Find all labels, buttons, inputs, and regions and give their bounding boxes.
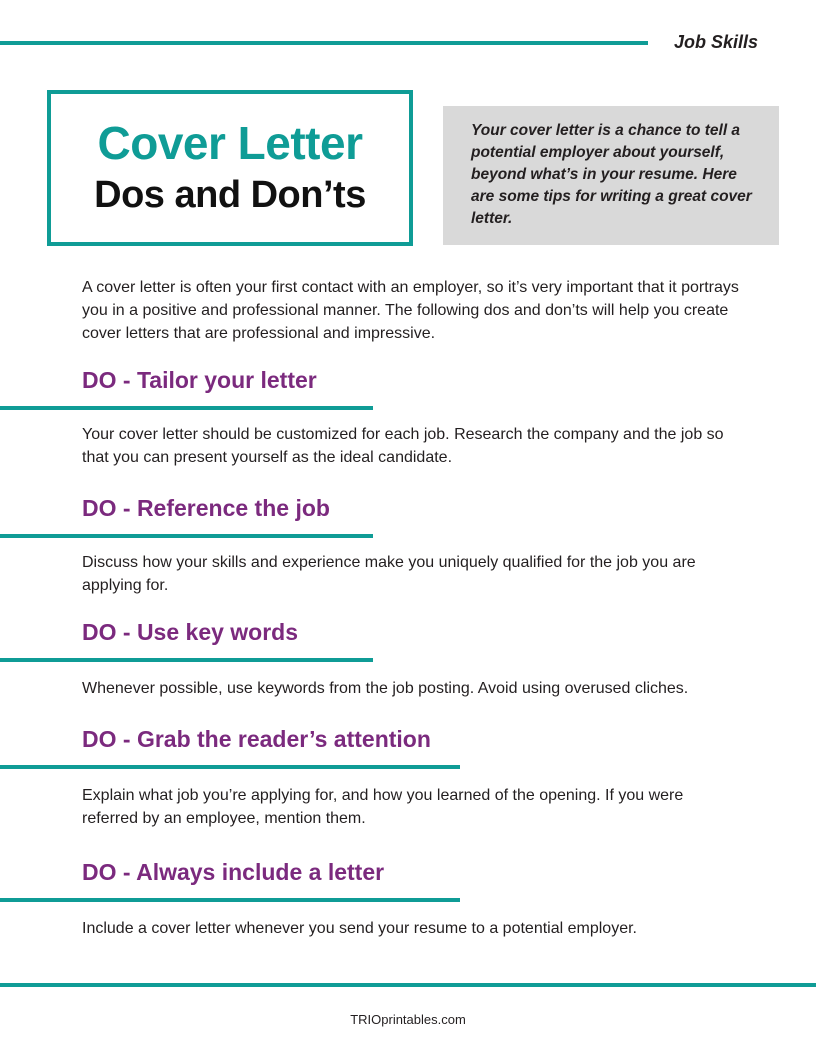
section-heading: DO - Tailor your letter	[82, 367, 317, 393]
section-heading: DO - Reference the job	[82, 495, 330, 521]
section-rule	[0, 898, 460, 902]
section-body: Discuss how your skills and experience make you uniquely qualified for the job you are applying for.	[82, 554, 696, 594]
section-heading: DO - Use key words	[82, 619, 299, 645]
section-body: Include a cover letter whenever you send your resume to a potential employer.	[82, 920, 637, 937]
page-subtitle: Dos and Don’ts	[94, 174, 366, 216]
section-heading: DO - Always include a letter	[82, 859, 385, 885]
section-rule	[0, 534, 373, 538]
section-rule	[0, 765, 460, 769]
section-rule	[0, 658, 373, 662]
section-rule	[0, 406, 373, 410]
section-body: Explain what job you’re applying for, and how you learned of the opening. If you were referred by an employee, mention them.	[82, 787, 684, 827]
page-title: Cover Letter	[97, 117, 363, 169]
section-heading: DO - Grab the reader’s attention	[82, 726, 431, 752]
category-label: Job Skills	[674, 32, 759, 52]
footer-rule	[0, 983, 816, 987]
section-body: Your cover letter should be customized for each job. Research the company and the job so that you can present yourself as the ideal candidate.	[82, 426, 724, 466]
lead-paragraph: A cover letter is often your first contact with an employer, so it’s very important that it portrays you in a positive and professional manner. The following dos and don’ts will help you create cover letters that are professional and impressive.	[82, 279, 739, 342]
title-box	[47, 90, 413, 246]
header-rule	[0, 41, 648, 45]
section-body: Whenever possible, use keywords from the job posting. Avoid using overused cliches.	[82, 680, 689, 697]
intro-callout: Your cover letter is a chance to tell a potential employer about yourself, beyond what’s in your resume. Here are some tips for writing a great cover letter.	[443, 106, 779, 245]
footer-site-link[interactable]: TRIOprintables.com	[350, 1012, 466, 1027]
